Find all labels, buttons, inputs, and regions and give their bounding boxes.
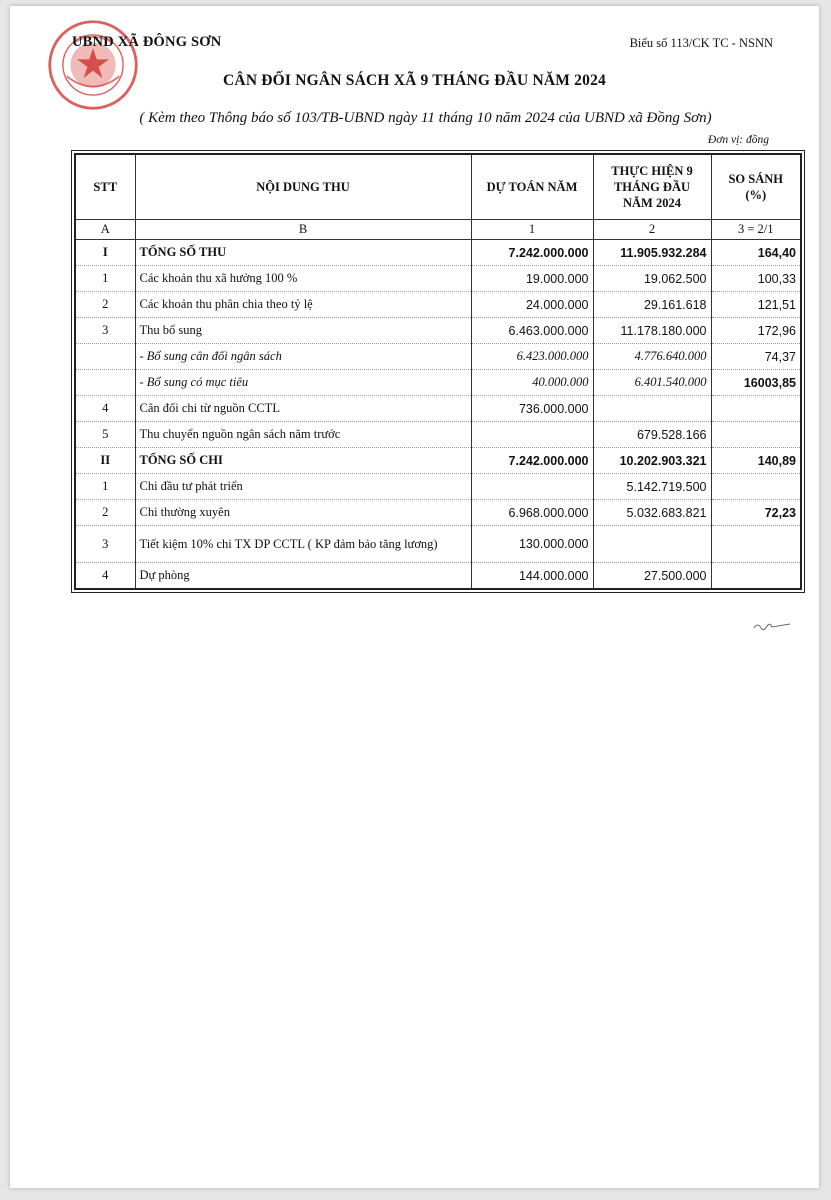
row-stt: 3 bbox=[75, 526, 135, 563]
row-plan: 6.968.000.000 bbox=[471, 500, 593, 526]
row-name: Tiết kiệm 10% chi TX DP CCTL ( KP đảm bảo tăng lương) bbox=[135, 526, 471, 563]
row-plan: 130.000.000 bbox=[471, 526, 593, 563]
row-actual: 19.062.500 bbox=[593, 266, 711, 292]
column-index: 3 = 2/1 bbox=[711, 220, 801, 240]
row-stt: I bbox=[75, 240, 135, 266]
row-stt: II bbox=[75, 448, 135, 474]
row-ratio: 140,89 bbox=[711, 448, 801, 474]
row-ratio bbox=[711, 396, 801, 422]
row-plan: 24.000.000 bbox=[471, 292, 593, 318]
column-index: B bbox=[135, 220, 471, 240]
column-index: 2 bbox=[593, 220, 711, 240]
red-seal-stamp bbox=[46, 18, 140, 112]
budget-table bbox=[74, 153, 802, 590]
table-row bbox=[75, 563, 801, 590]
table-row bbox=[75, 448, 801, 474]
table-row bbox=[75, 370, 801, 396]
header-compare-line2: (%) bbox=[745, 188, 767, 202]
row-name: Chi thường xuyên bbox=[135, 500, 471, 526]
row-actual: 679.528.166 bbox=[593, 422, 711, 448]
row-ratio bbox=[711, 474, 801, 500]
row-ratio: 72,23 bbox=[711, 500, 801, 526]
header-actual-line2: THÁNG ĐẦU bbox=[613, 180, 691, 194]
row-ratio: 74,37 bbox=[711, 344, 801, 370]
signature-mark bbox=[752, 618, 792, 634]
row-plan: 19.000.000 bbox=[471, 266, 593, 292]
row-ratio: 164,40 bbox=[711, 240, 801, 266]
table-row bbox=[75, 266, 801, 292]
row-stt: 2 bbox=[75, 292, 135, 318]
row-plan: 7.242.000.000 bbox=[471, 448, 593, 474]
column-index-row bbox=[75, 220, 801, 240]
table-row bbox=[75, 500, 801, 526]
header-stt: STT bbox=[75, 154, 135, 220]
row-actual: 6.401.540.000 bbox=[593, 370, 711, 396]
row-stt: 3 bbox=[75, 318, 135, 344]
row-stt bbox=[75, 370, 135, 396]
row-actual: 4.776.640.000 bbox=[593, 344, 711, 370]
organization-name: UBND XÃ ĐÔNG SƠN bbox=[72, 34, 222, 50]
table-row bbox=[75, 474, 801, 500]
row-ratio: 121,51 bbox=[711, 292, 801, 318]
header-plan: DỰ TOÁN NĂM bbox=[471, 154, 593, 220]
row-actual: 11.905.932.284 bbox=[593, 240, 711, 266]
row-name: Các khoản thu phân chia theo tỷ lệ bbox=[135, 292, 471, 318]
row-stt: 5 bbox=[75, 422, 135, 448]
row-ratio bbox=[711, 563, 801, 590]
row-plan: 40.000.000 bbox=[471, 370, 593, 396]
column-index: 1 bbox=[471, 220, 593, 240]
row-actual: 10.202.903.321 bbox=[593, 448, 711, 474]
row-name: Các khoản thu xã hưởng 100 % bbox=[135, 266, 471, 292]
row-stt: 4 bbox=[75, 563, 135, 590]
row-actual: 5.142.719.500 bbox=[593, 474, 711, 500]
row-name: TỔNG SỐ THU bbox=[135, 240, 471, 266]
table-row bbox=[75, 526, 801, 563]
row-stt: 4 bbox=[75, 396, 135, 422]
page-title: CÂN ĐỐI NGÂN SÁCH XÃ 9 THÁNG ĐẦU NĂM 2024 bbox=[223, 72, 606, 89]
row-ratio bbox=[711, 422, 801, 448]
table-row bbox=[75, 396, 801, 422]
page-subtitle: ( Kèm theo Thông báo số 103/TB-UBND ngày 11 tháng 10 năm 2024 của UBND xã Đồng Sơn) bbox=[139, 110, 712, 126]
row-stt bbox=[75, 344, 135, 370]
row-actual bbox=[593, 396, 711, 422]
header-compare bbox=[711, 154, 801, 220]
row-ratio: 172,96 bbox=[711, 318, 801, 344]
row-name: Chi đầu tư phát triển bbox=[135, 474, 471, 500]
row-stt: 1 bbox=[75, 266, 135, 292]
row-name: - Bổ sung cân đối ngân sách bbox=[135, 344, 471, 370]
table-header-row bbox=[75, 154, 801, 220]
row-plan bbox=[471, 474, 593, 500]
row-actual bbox=[593, 526, 711, 563]
table-row bbox=[75, 240, 801, 266]
row-name: Cân đối chi từ nguồn CCTL bbox=[135, 396, 471, 422]
row-stt: 2 bbox=[75, 500, 135, 526]
row-plan: 6.423.000.000 bbox=[471, 344, 593, 370]
column-index: A bbox=[75, 220, 135, 240]
document-page bbox=[10, 6, 819, 1188]
row-name: - Bổ sung có mục tiêu bbox=[135, 370, 471, 396]
row-actual: 5.032.683.821 bbox=[593, 500, 711, 526]
row-plan: 7.242.000.000 bbox=[471, 240, 593, 266]
row-actual: 29.161.618 bbox=[593, 292, 711, 318]
row-name: Thu chuyển nguồn ngân sách năm trước bbox=[135, 422, 471, 448]
row-name: TỔNG SỐ CHI bbox=[135, 448, 471, 474]
row-actual: 27.500.000 bbox=[593, 563, 711, 590]
row-ratio: 16003,85 bbox=[711, 370, 801, 396]
header-actual bbox=[593, 154, 711, 220]
row-stt: 1 bbox=[75, 474, 135, 500]
form-code: Biểu số 113/CK TC - NSNN bbox=[629, 36, 773, 50]
table-row bbox=[75, 292, 801, 318]
table-row bbox=[75, 318, 801, 344]
row-name: Thu bổ sung bbox=[135, 318, 471, 344]
unit-note: Đơn vị: đồng bbox=[707, 134, 769, 146]
table-row bbox=[75, 422, 801, 448]
table-row bbox=[75, 344, 801, 370]
row-ratio: 100,33 bbox=[711, 266, 801, 292]
header-actual-line1: THỰC HIỆN 9 bbox=[611, 164, 693, 178]
row-actual: 11.178.180.000 bbox=[593, 318, 711, 344]
header-actual-line3: NĂM 2024 bbox=[623, 196, 681, 210]
row-plan: 736.000.000 bbox=[471, 396, 593, 422]
row-name: Dự phòng bbox=[135, 563, 471, 590]
row-plan: 6.463.000.000 bbox=[471, 318, 593, 344]
row-plan bbox=[471, 422, 593, 448]
header-content: NỘI DUNG THU bbox=[135, 154, 471, 220]
row-ratio bbox=[711, 526, 801, 563]
header-compare-line1: SO SÁNH bbox=[728, 172, 784, 186]
row-plan: 144.000.000 bbox=[471, 563, 593, 590]
